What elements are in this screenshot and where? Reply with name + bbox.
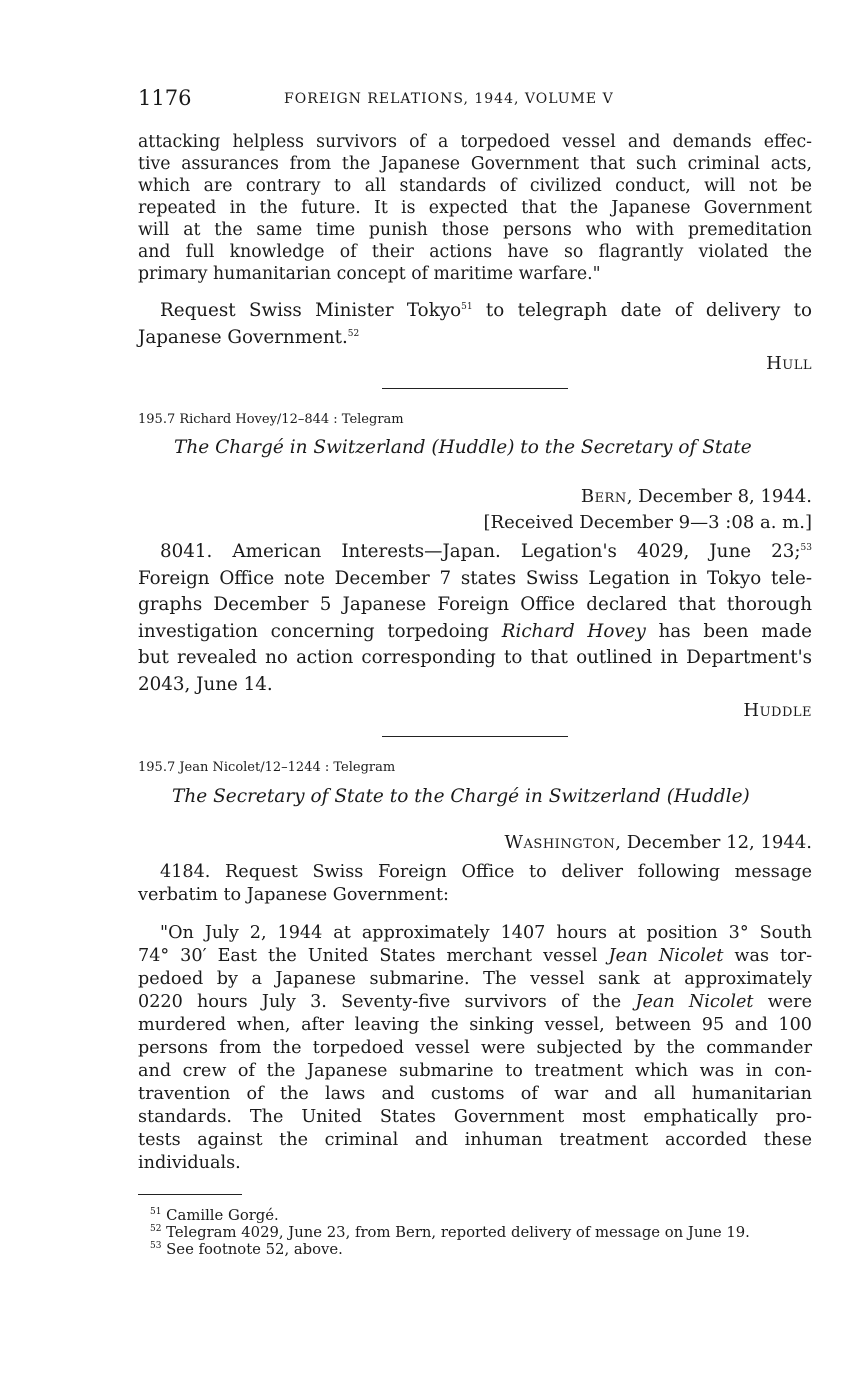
text-line: individuals. bbox=[138, 1153, 241, 1173]
footnote-ref-53: 53 bbox=[800, 542, 812, 553]
text-line: primary humanitarian concept of maritime warfare." bbox=[138, 264, 601, 284]
running-title: FOREIGN RELATIONS, 1944, VOLUME V bbox=[284, 91, 614, 107]
text-line: tive assurances from the Japanese Government that such criminal acts, bbox=[138, 154, 812, 174]
signature-text: Hull bbox=[766, 353, 812, 374]
footnote-number: 52 bbox=[150, 1224, 162, 1235]
text-span: were bbox=[753, 992, 812, 1012]
footnote-53 bbox=[150, 1241, 824, 1258]
footnote-ref-51: 51 bbox=[461, 301, 473, 312]
text-line bbox=[138, 298, 812, 325]
text-span: to telegraph date of delivery to bbox=[472, 300, 812, 321]
text-line: and crew of the Japanese submarine to treatment which was in con- bbox=[138, 1061, 812, 1081]
text-span: Japanese Government. bbox=[138, 326, 348, 348]
text-line: pedoed by a Japanese submarine. The vessel sank at approximately bbox=[138, 969, 812, 989]
footnote-text: Telegram 4029, June 23, from Bern, reported delivery of message on June 19. bbox=[166, 1224, 750, 1241]
file-reference: 195.7 Jean Nicolet/12–1244 : Telegram bbox=[138, 760, 396, 775]
text-line bbox=[138, 325, 812, 352]
footnote-ref-52: 52 bbox=[347, 328, 360, 339]
text-line: verbatim to Japanese Government: bbox=[138, 885, 449, 905]
paragraph-telegram-4184 bbox=[138, 861, 812, 907]
text-line: tests against the criminal and inhuman treatment accorded these bbox=[138, 1130, 812, 1150]
text-line: 4184. Request Swiss Foreign Office to deliver following message bbox=[160, 862, 812, 882]
page-number: 1176 bbox=[138, 86, 192, 110]
footnote-text: Camille Gorgé. bbox=[166, 1207, 279, 1224]
received-note: [Received December 9—3 :08 a. m.] bbox=[483, 512, 812, 533]
text-line: murdered when, after leaving the sinking vessel, between 95 and 100 bbox=[138, 1015, 812, 1035]
section-divider bbox=[382, 736, 568, 737]
text-span: has been made bbox=[645, 620, 812, 642]
paragraph-1 bbox=[138, 131, 812, 285]
paragraph-2 bbox=[138, 298, 812, 351]
document-title: The Chargé in Switzerland (Huddle) to the Secretary of State bbox=[174, 437, 752, 458]
text-line: but revealed no action corresponding to that outlined in Department's bbox=[138, 647, 812, 668]
text-line: which are contrary to all standards of civilized conduct, will not be bbox=[138, 176, 812, 196]
dateline-place: Washington bbox=[504, 832, 616, 853]
text-span: 74° 30′ East the United States merchant vessel bbox=[138, 946, 609, 966]
document-title: The Secretary of State to the Chargé in Switzerland (Huddle) bbox=[172, 786, 750, 807]
text-span: 8041. American Interests—Japan. Legation's 4029, June 23; bbox=[160, 541, 801, 562]
text-line: will at the same time punish those persons who with premeditation bbox=[138, 220, 812, 240]
footnote-52 bbox=[150, 1224, 824, 1241]
text-span: was tor- bbox=[723, 946, 813, 966]
signature-huddle bbox=[138, 700, 812, 721]
paragraph-telegram-8041 bbox=[138, 539, 812, 698]
dateline bbox=[138, 832, 812, 853]
footnote-51 bbox=[150, 1207, 824, 1224]
quoted-message bbox=[138, 922, 812, 1175]
dateline-date: , December 12, 1944. bbox=[615, 832, 812, 853]
footnote-text: See footnote 52, above. bbox=[166, 1241, 343, 1258]
text-line: Foreign Office note December 7 states Swiss Legation in Tokyo tele- bbox=[138, 567, 812, 589]
ship-name: Richard Hovey bbox=[501, 620, 646, 642]
text-line: repeated in the future. It is expected that the Japanese Government bbox=[138, 198, 812, 218]
text-line bbox=[138, 945, 812, 968]
footnote-number: 53 bbox=[150, 1241, 162, 1252]
text-line: travention of the laws and customs of war and all humanitarian bbox=[138, 1084, 812, 1104]
footnotes bbox=[138, 1207, 824, 1258]
file-reference: 195.7 Richard Hovey/12–844 : Telegram bbox=[138, 412, 404, 427]
footnote-number: 51 bbox=[150, 1207, 162, 1218]
signature-hull bbox=[138, 353, 812, 374]
ship-name: Jean Nicolet bbox=[635, 992, 754, 1012]
text-line: and full knowledge of their actions have so flagrantly violated the bbox=[138, 242, 812, 262]
footnote-divider bbox=[138, 1194, 242, 1195]
text-span: Request Swiss Minister Tokyo bbox=[160, 300, 462, 321]
dateline-date: , December 8, 1944. bbox=[626, 486, 812, 507]
text-line: "On July 2, 1944 at approximately 1407 hours at position 3° South bbox=[160, 923, 812, 943]
text-line bbox=[138, 539, 812, 566]
page-header bbox=[138, 86, 812, 116]
text-line bbox=[138, 619, 812, 646]
dateline bbox=[138, 486, 812, 507]
text-line: 2043, June 14. bbox=[138, 673, 273, 695]
ship-name: Jean Nicolet bbox=[608, 946, 724, 966]
text-line bbox=[138, 991, 812, 1014]
text-line: graphs December 5 Japanese Foreign Office declared that thorough bbox=[138, 594, 812, 615]
text-line: attacking helpless survivors of a torpedoed vessel and demands effec- bbox=[138, 132, 812, 152]
dateline-place: Bern bbox=[580, 486, 627, 507]
text-span: 0220 hours July 3. Seventy-five survivors of the bbox=[138, 992, 636, 1012]
text-line: persons from the torpedoed vessel were subjected by the commander bbox=[138, 1038, 812, 1058]
section-divider bbox=[382, 388, 568, 389]
text-span: investigation concerning torpedoing bbox=[138, 620, 502, 642]
signature-text: Huddle bbox=[743, 700, 812, 721]
text-line: standards. The United States Government most emphatically pro- bbox=[138, 1107, 812, 1127]
